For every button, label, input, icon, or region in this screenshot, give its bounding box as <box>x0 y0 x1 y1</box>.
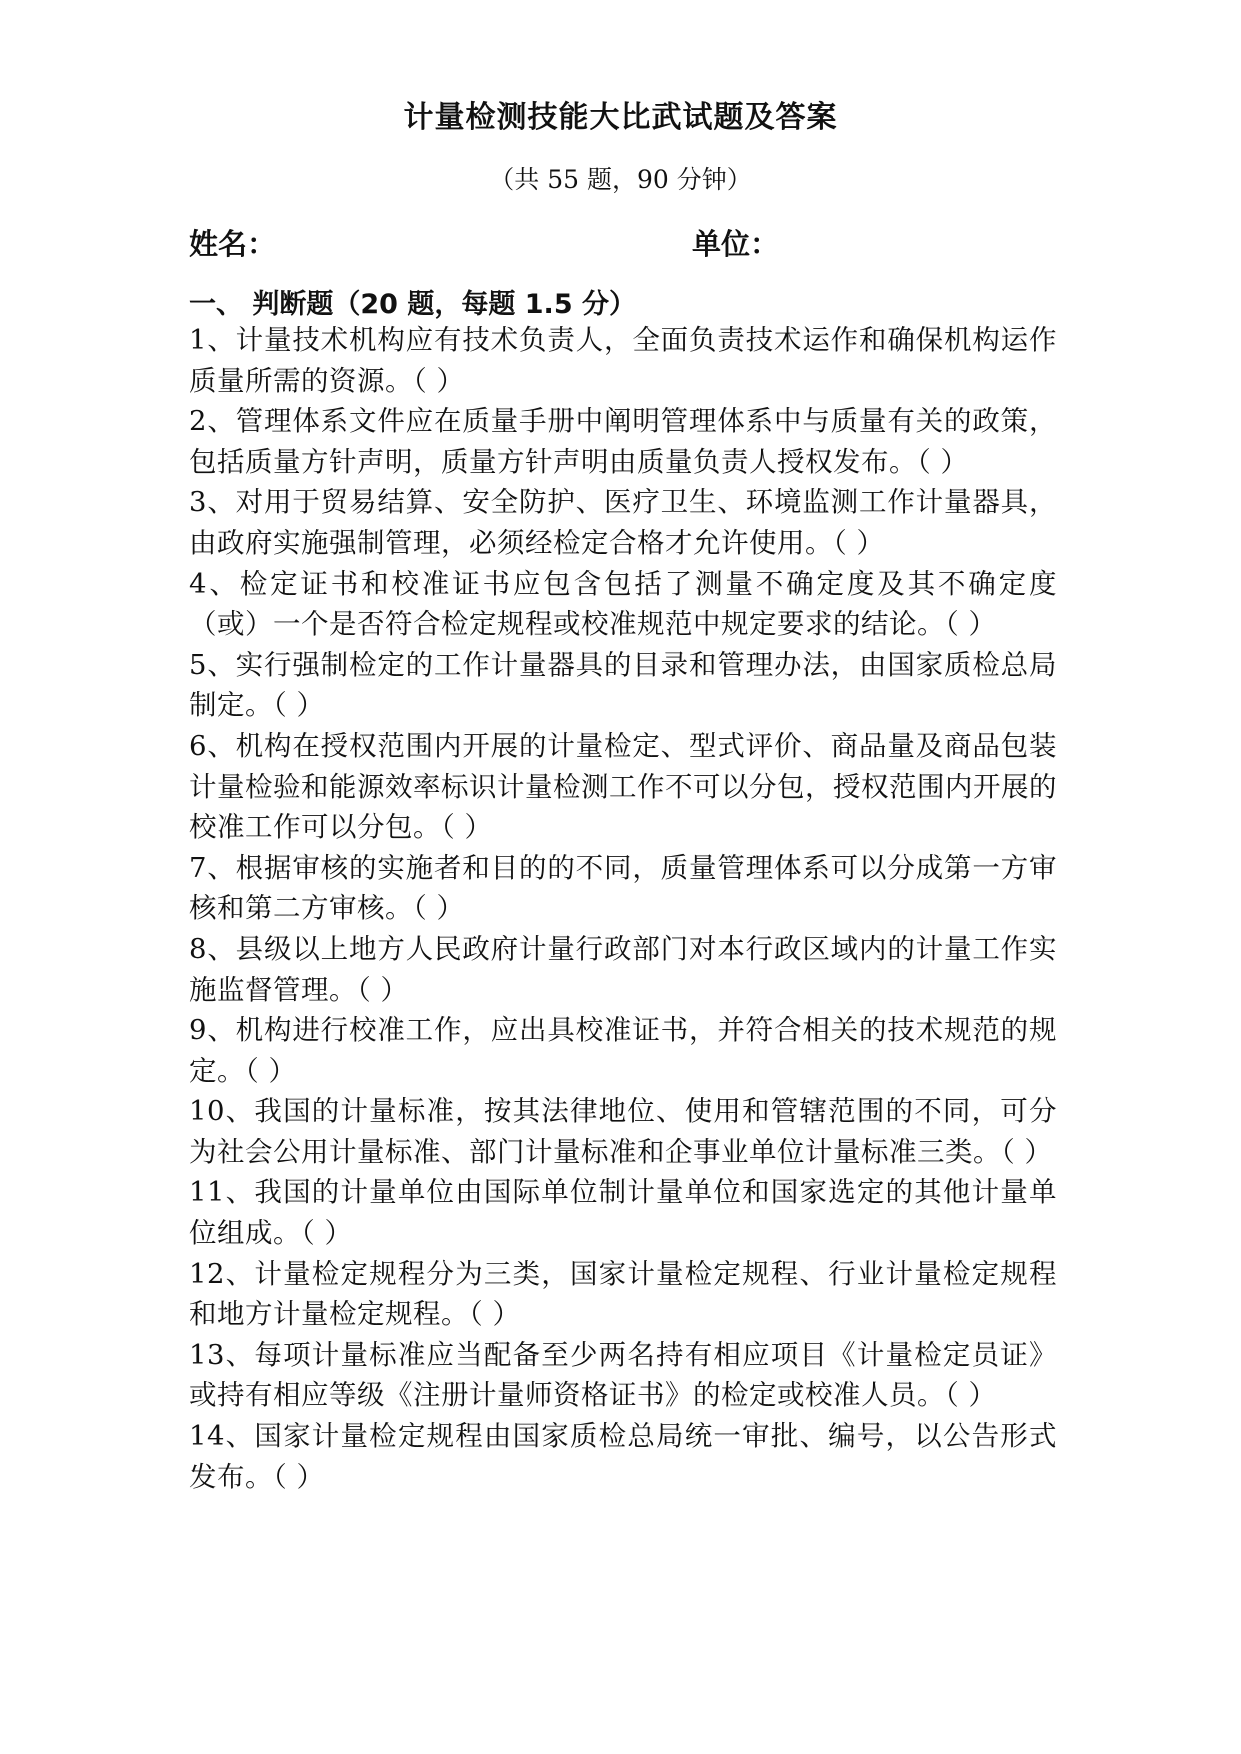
question-number: 5、 <box>189 648 236 681</box>
question-text: 根据审核的实施者和目的的不同，质量管理体系可以分成第一方审核和第二方审核。（ ） <box>189 851 1058 925</box>
question-list <box>189 320 1057 1497</box>
question-text: 我国的计量标准，按其法律地位、使用和管辖范围的不同，可分为社会公用计量标准、部门计量标准和企事业单位计量标准三类。（ ） <box>189 1095 1057 1168</box>
question-item <box>189 645 1057 726</box>
question-number: 12、 <box>189 1257 255 1290</box>
name-label: 姓名： <box>189 227 277 261</box>
document-title: 计量检测技能大比武试题及答案 <box>403 100 838 135</box>
question-text: 每项计量标准应当配备至少两名持有相应项目《计量检定员证》或持有相应等级《注册计量师资格证书》的检定或校准人员。（ ） <box>189 1338 1057 1412</box>
question-text: 管理体系文件应在质量手册中阐明管理体系中与质量有关的政策，包括质量方针声明，质量方针声明由质量负责人授权发布。（ ） <box>189 405 1058 478</box>
question-item <box>189 564 1057 645</box>
question-text: 国家计量检定规程由国家质检总局统一审批、编号，以公告形式发布。（ ） <box>189 1420 1057 1493</box>
question-text: 我国的计量单位由国际单位制计量单位和国家选定的其他计量单位组成。（ ） <box>189 1176 1057 1250</box>
question-text: 检定证书和校准证书应包含包括了测量不确定度及其不确定度（或）一个是否符合检定规程或校准规范中规定要求的结论。（ ） <box>189 567 1058 641</box>
section-title: 一、 判断题（20 题，每题 1.5 分） <box>189 289 637 320</box>
question-number: 10、 <box>189 1095 255 1128</box>
question-number: 3、 <box>189 486 236 519</box>
document-subtitle: （共 55 题，90 分钟） <box>489 165 752 194</box>
question-number: 13、 <box>189 1338 255 1371</box>
question-item <box>189 726 1057 848</box>
question-text: 对用于贸易结算、安全防护、医疗卫生、环境监测工作计量器具，由政府实施强制管理，必须经检定合格才允许使用。（ ） <box>189 486 1058 559</box>
question-item <box>189 1254 1057 1335</box>
unit-label: 单位： <box>692 227 780 261</box>
question-number: 9、 <box>189 1014 236 1047</box>
question-text: 机构进行校准工作，应出具校准证书，并符合相关的技术规范的规定。（ ） <box>189 1014 1058 1087</box>
question-number: 1、 <box>189 324 236 356</box>
question-text: 计量技术机构应有技术负责人，全面负责技术运作和确保机构运作质量所需的资源。（ ） <box>189 324 1058 397</box>
question-item <box>189 1172 1057 1253</box>
question-item <box>189 1091 1057 1172</box>
question-item <box>189 1335 1057 1416</box>
question-text: 计量检定规程分为三类，国家计量检定规程、行业计量检定规程和地方计量检定规程。（ ） <box>189 1257 1057 1331</box>
question-text: 县级以上地方人民政府计量行政部门对本行政区域内的计量工作实施监督管理。（ ） <box>189 932 1058 1006</box>
question-number: 7、 <box>189 851 236 884</box>
question-text: 实行强制检定的工作计量器具的目录和管理办法，由国家质检总局制定。（ ） <box>189 648 1058 722</box>
question-item <box>189 848 1057 929</box>
question-number: 4、 <box>189 567 240 600</box>
question-item <box>189 482 1057 563</box>
question-item <box>189 1010 1057 1091</box>
question-number: 11、 <box>189 1176 255 1209</box>
question-item <box>189 929 1057 1010</box>
question-item <box>189 401 1057 482</box>
question-text: 机构在授权范围内开展的计量检定、型式评价、商品量及商品包装计量检验和能源效率标识计量检测工作不可以分包，授权范围内开展的校准工作可以分包。（ ） <box>189 729 1058 844</box>
question-item <box>189 320 1057 401</box>
question-number: 2、 <box>189 405 236 438</box>
question-number: 8、 <box>189 932 236 965</box>
question-number: 6、 <box>189 729 236 762</box>
question-item <box>189 1416 1057 1497</box>
question-number: 14、 <box>189 1420 255 1453</box>
